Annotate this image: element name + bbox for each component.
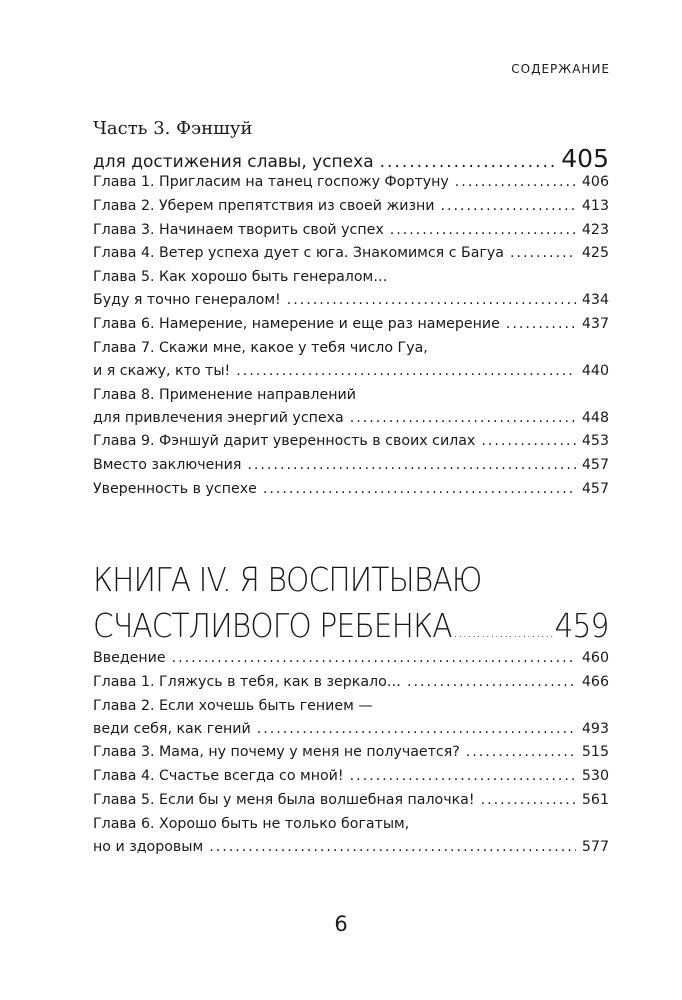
- leader-dots: [481, 792, 576, 808]
- leader-dots: [390, 222, 576, 238]
- toc-entry-title: Уверенность в успехе: [93, 480, 257, 497]
- toc-entry-page: 425: [581, 245, 609, 262]
- book4-title[interactable]: [93, 560, 609, 652]
- toc-entry[interactable]: [93, 269, 609, 316]
- toc-entry-title: Вместо заключения: [93, 457, 242, 474]
- part3-section: [93, 118, 609, 505]
- leader-dots: [350, 768, 576, 784]
- toc-entry-page: 406: [581, 174, 609, 190]
- leader-dots: [287, 292, 576, 308]
- toc-entry[interactable]: [93, 816, 609, 863]
- running-header: СОДЕРЖАНИЕ: [511, 62, 610, 76]
- leader-dots: [481, 433, 576, 449]
- toc-entry-title: Глава 5. Как хорошо быть генералом…: [93, 269, 388, 286]
- leader-dots: [209, 839, 576, 855]
- toc-entry-title: Глава 8. Применение направлений: [93, 386, 356, 403]
- leader-dots: [236, 363, 576, 379]
- toc-entry[interactable]: [93, 433, 609, 457]
- toc-entry-title: Глава 6. Намерение, намерение и еще раз намерение: [93, 315, 500, 332]
- book4-section: [93, 650, 609, 863]
- toc-entry-page: 493: [581, 720, 609, 737]
- leader-dots: [257, 721, 576, 737]
- toc-entry[interactable]: [93, 387, 609, 434]
- toc-entry-title: Глава 2. Если хочешь быть гением —: [93, 697, 373, 714]
- toc-entry-title: и я скажу, кто ты!: [93, 362, 231, 379]
- page-number: 6: [334, 912, 348, 936]
- leader-dots: [441, 198, 576, 214]
- leader-dots: [350, 410, 576, 426]
- toc-entry-page: 457: [581, 457, 609, 474]
- book4-title-line1: КНИГА IV. Я ВОСПИТЫВАЮ: [93, 560, 482, 599]
- leader-dots: [510, 245, 576, 261]
- toc-entry[interactable]: [93, 340, 609, 387]
- toc-entry[interactable]: [93, 481, 609, 505]
- book4-entries: [93, 650, 609, 863]
- toc-entry-page: 453: [581, 433, 609, 450]
- toc-entry-page: 423: [581, 221, 609, 238]
- leader-dots: [380, 152, 556, 172]
- toc-entry-page: 561: [581, 791, 609, 808]
- toc-entry-title: Глава 3. Мама, ну почему у меня не получается?: [93, 744, 460, 761]
- part3-title[interactable]: [93, 118, 609, 174]
- toc-entry[interactable]: [93, 674, 609, 698]
- leader-dots: [455, 174, 576, 190]
- toc-entry-title: Глава 9. Фэншуй дарит уверенность в своих силах: [93, 433, 476, 450]
- part3-page: 405: [561, 144, 609, 173]
- toc-entry[interactable]: [93, 650, 609, 674]
- toc-entry-title: для привлечения энергий успеха: [93, 409, 344, 426]
- toc-entry-title: но и здоровым: [93, 838, 204, 855]
- toc-entry[interactable]: [93, 457, 609, 481]
- toc-entry[interactable]: [93, 245, 609, 269]
- book4-title-line2: СЧАСТЛИВОГО РЕБЕНКА: [93, 606, 452, 645]
- leader-dots: [407, 674, 576, 690]
- toc-entry-title: Глава 6. Хорошо быть не только богатым,: [93, 815, 410, 832]
- toc-entry-title: веди себя, как гений: [93, 720, 251, 737]
- toc-entry[interactable]: [93, 744, 609, 768]
- leader-dots: [466, 744, 576, 760]
- leader-dots: [172, 650, 576, 666]
- toc-entry[interactable]: [93, 768, 609, 792]
- toc-entry[interactable]: [93, 316, 609, 340]
- toc-entry-page: 440: [581, 362, 609, 379]
- toc-entry-title: Глава 1. Пригласим на танец госпожу Фортуну: [93, 174, 449, 190]
- toc-entry-page: 530: [581, 768, 609, 785]
- leader-dots: [247, 457, 576, 473]
- toc-entry[interactable]: [93, 174, 609, 198]
- toc-entry-page: 515: [581, 744, 609, 761]
- toc-entry-title: Введение: [93, 650, 166, 666]
- toc-entry-page: 466: [581, 673, 609, 690]
- leader-dots: [263, 481, 576, 497]
- toc-entry-page: 413: [581, 197, 609, 214]
- part3-entries: [93, 174, 609, 505]
- toc-entry-page: 437: [581, 315, 609, 332]
- toc-entry-title: Буду я точно генералом!: [93, 292, 281, 309]
- toc-entry[interactable]: [93, 792, 609, 816]
- toc-entry-title: Глава 7. Скажи мне, какое у тебя число Гуа,: [93, 339, 428, 356]
- part3-title-line2: для достижения славы, успеха: [93, 152, 374, 172]
- leader-dots: [506, 316, 576, 332]
- toc-entry-page: 460: [581, 650, 609, 666]
- toc-entry-page: 448: [581, 409, 609, 426]
- toc-entry-page: 434: [581, 292, 609, 309]
- toc-entry-title: Глава 3. Начинаем творить свой успех: [93, 221, 384, 238]
- toc-entry-title: Глава 1. Гляжусь в тебя, как в зеркало…: [93, 673, 401, 690]
- book4-page: 459: [554, 606, 609, 645]
- toc-entry-title: Глава 2. Уберем препятствия из своей жизни: [93, 197, 435, 214]
- toc-entry[interactable]: [93, 198, 609, 222]
- toc-entry-title: Глава 4. Ветер успеха дует с юга. Знакомимся с Багуа: [93, 245, 504, 262]
- toc-entry[interactable]: [93, 222, 609, 246]
- toc-entry-page: 457: [581, 480, 609, 497]
- leader-dots: [453, 606, 552, 645]
- toc-entry[interactable]: [93, 698, 609, 745]
- toc-entry-title: Глава 5. Если бы у меня была волшебная палочка!: [93, 791, 475, 808]
- toc-entry-page: 577: [581, 838, 609, 855]
- part3-title-line1: Часть 3. Фэншуй: [93, 118, 253, 139]
- toc-entry-title: Глава 4. Счастье всегда со мной!: [93, 768, 344, 785]
